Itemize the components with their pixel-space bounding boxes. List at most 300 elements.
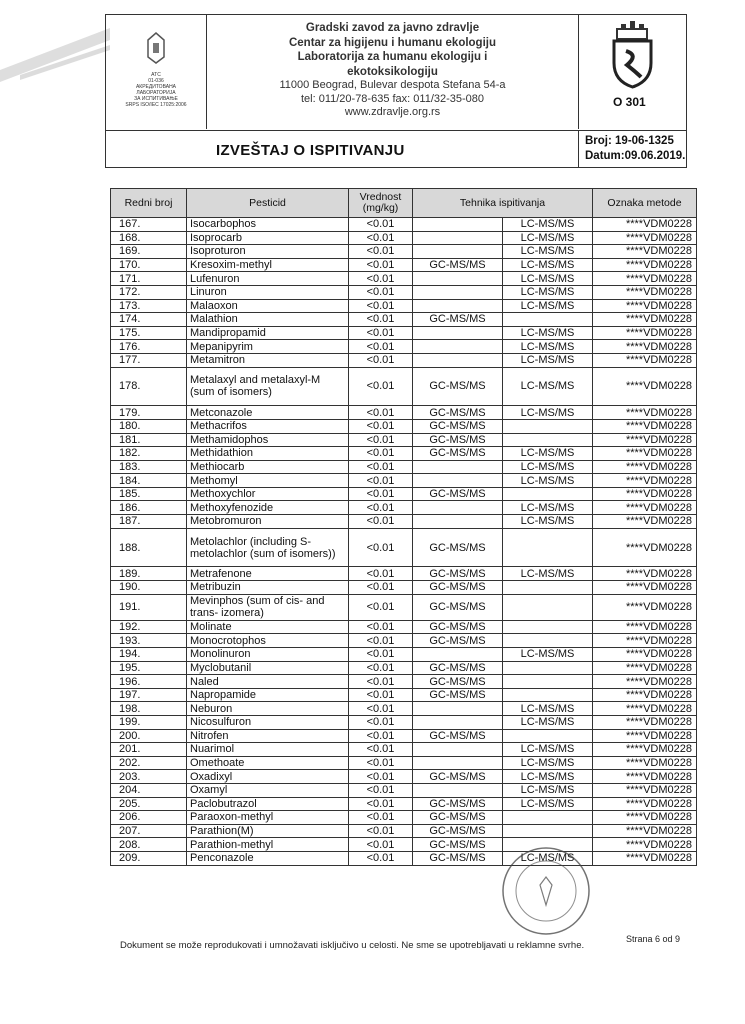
accreditation-text xyxy=(106,72,206,108)
gc-technique xyxy=(413,515,503,529)
lc-technique: LC-MS/MS xyxy=(503,245,593,259)
method-code: ****VDM0228 xyxy=(593,594,697,620)
lc-technique xyxy=(503,594,593,620)
lc-technique: LC-MS/MS xyxy=(503,743,593,757)
pesticide-name: Nicosulfuron xyxy=(187,716,349,730)
lc-technique xyxy=(503,824,593,838)
lc-technique xyxy=(503,688,593,702)
gc-technique xyxy=(413,460,503,474)
value: <0.01 xyxy=(349,245,413,259)
pesticide-name: Methacrifos xyxy=(187,419,349,433)
accreditation-line: ЗА ИСПИТИВАЊЕ xyxy=(134,96,178,102)
table-row xyxy=(111,838,697,852)
method-code: ****VDM0228 xyxy=(593,634,697,648)
row-number: 199. xyxy=(111,716,187,730)
row-number: 190. xyxy=(111,581,187,595)
pesticide-name: Paclobutrazol xyxy=(187,797,349,811)
pesticide-name: Kresoxim-methyl xyxy=(187,258,349,272)
table-row xyxy=(111,326,697,340)
table-row xyxy=(111,353,697,367)
pesticide-name: Metconazole xyxy=(187,406,349,420)
table-row xyxy=(111,272,697,286)
row-number: 192. xyxy=(111,620,187,634)
table-row xyxy=(111,620,697,634)
row-number: 180. xyxy=(111,419,187,433)
report-header xyxy=(105,14,687,168)
row-number: 186. xyxy=(111,501,187,515)
table-row xyxy=(111,258,697,272)
method-code: ****VDM0228 xyxy=(593,824,697,838)
col-pesticid: Pesticid xyxy=(187,189,349,218)
address-line: 11000 Beograd, Bulevar despota Stefana 54-a xyxy=(279,79,506,91)
table-row xyxy=(111,729,697,743)
method-code: ****VDM0228 xyxy=(593,581,697,595)
pesticide-name: Oxamyl xyxy=(187,783,349,797)
lc-technique xyxy=(503,419,593,433)
lc-technique: LC-MS/MS xyxy=(503,447,593,461)
method-code: ****VDM0228 xyxy=(593,353,697,367)
table-row xyxy=(111,567,697,581)
value: <0.01 xyxy=(349,528,413,567)
pesticide-name: Monolinuron xyxy=(187,648,349,662)
value: <0.01 xyxy=(349,634,413,648)
row-number: 173. xyxy=(111,299,187,313)
value: <0.01 xyxy=(349,515,413,529)
row-number: 175. xyxy=(111,326,187,340)
gc-technique: GC-MS/MS xyxy=(413,419,503,433)
table-row xyxy=(111,770,697,784)
value: <0.01 xyxy=(349,702,413,716)
value: <0.01 xyxy=(349,620,413,634)
gc-technique: GC-MS/MS xyxy=(413,567,503,581)
table-row xyxy=(111,716,697,730)
value: <0.01 xyxy=(349,419,413,433)
value: <0.01 xyxy=(349,756,413,770)
row-number: 185. xyxy=(111,487,187,501)
table-row xyxy=(111,501,697,515)
gc-technique xyxy=(413,702,503,716)
row-number: 206. xyxy=(111,811,187,825)
method-code: ****VDM0228 xyxy=(593,688,697,702)
gc-technique xyxy=(413,326,503,340)
lc-technique: LC-MS/MS xyxy=(503,851,593,865)
row-number: 188. xyxy=(111,528,187,567)
pesticide-name: Methamidophos xyxy=(187,433,349,447)
table-row xyxy=(111,245,697,259)
table-row xyxy=(111,811,697,825)
lc-technique: LC-MS/MS xyxy=(503,756,593,770)
table-row xyxy=(111,231,697,245)
pesticide-name: Paraoxon-methyl xyxy=(187,811,349,825)
method-code: ****VDM0228 xyxy=(593,716,697,730)
row-number: 201. xyxy=(111,743,187,757)
pesticide-name: Isocarbophos xyxy=(187,218,349,232)
lc-technique xyxy=(503,487,593,501)
gc-technique: GC-MS/MS xyxy=(413,620,503,634)
gc-technique: GC-MS/MS xyxy=(413,258,503,272)
pesticide-name: Lufenuron xyxy=(187,272,349,286)
method-code: ****VDM0228 xyxy=(593,299,697,313)
col-vrednost: Vrednost (mg/kg) xyxy=(349,189,413,218)
gc-technique: GC-MS/MS xyxy=(413,675,503,689)
institute-line: Laboratorija za humanu ekologiju i xyxy=(297,51,488,63)
pesticide-name: Napropamide xyxy=(187,688,349,702)
method-code: ****VDM0228 xyxy=(593,460,697,474)
table-row xyxy=(111,406,697,420)
method-code: ****VDM0228 xyxy=(593,501,697,515)
row-number: 189. xyxy=(111,567,187,581)
accreditation-line: ЛАБОРАТОРИЈА xyxy=(136,90,176,96)
gc-technique: GC-MS/MS xyxy=(413,838,503,852)
value: <0.01 xyxy=(349,675,413,689)
table-row xyxy=(111,594,697,620)
col-tehnika: Tehnika ispitivanja xyxy=(413,189,593,218)
row-number: 178. xyxy=(111,367,187,406)
method-code: ****VDM0228 xyxy=(593,675,697,689)
table-row xyxy=(111,824,697,838)
pesticide-name: Malathion xyxy=(187,313,349,327)
row-number: 182. xyxy=(111,447,187,461)
value: <0.01 xyxy=(349,811,413,825)
gc-technique: GC-MS/MS xyxy=(413,729,503,743)
row-number: 167. xyxy=(111,218,187,232)
pesticide-name: Molinate xyxy=(187,620,349,634)
gc-technique xyxy=(413,285,503,299)
table-row xyxy=(111,340,697,354)
lc-technique: LC-MS/MS xyxy=(503,340,593,354)
report-number: Broj: 19-06-1325 xyxy=(585,135,674,147)
lc-technique: LC-MS/MS xyxy=(503,299,593,313)
row-number: 200. xyxy=(111,729,187,743)
method-code: ****VDM0228 xyxy=(593,797,697,811)
row-number: 197. xyxy=(111,688,187,702)
gc-technique: GC-MS/MS xyxy=(413,581,503,595)
table-row xyxy=(111,299,697,313)
gc-technique: GC-MS/MS xyxy=(413,770,503,784)
table-row xyxy=(111,474,697,488)
value: <0.01 xyxy=(349,688,413,702)
pesticide-name: Isoprocarb xyxy=(187,231,349,245)
row-number: 191. xyxy=(111,594,187,620)
row-number: 205. xyxy=(111,797,187,811)
lc-technique: LC-MS/MS xyxy=(503,797,593,811)
gc-technique: GC-MS/MS xyxy=(413,824,503,838)
lc-technique xyxy=(503,729,593,743)
lc-technique: LC-MS/MS xyxy=(503,702,593,716)
lc-technique: LC-MS/MS xyxy=(503,474,593,488)
pesticide-name: Metalaxyl and metalaxyl-M (sum of isomers) xyxy=(187,367,349,406)
pesticide-name: Metolachlor (including S-metolachlor (sum of isomers)) xyxy=(187,528,349,567)
pesticide-name: Malaoxon xyxy=(187,299,349,313)
table-row xyxy=(111,743,697,757)
gc-technique xyxy=(413,353,503,367)
row-number: 208. xyxy=(111,838,187,852)
accreditation-line: SRPS ISO/IEC 17025:2006 xyxy=(125,102,187,108)
value: <0.01 xyxy=(349,824,413,838)
accreditation-line: АКРЕДИТОВАНА xyxy=(135,84,177,90)
table-row xyxy=(111,648,697,662)
col-oznaka: Oznaka metode xyxy=(593,189,697,218)
gc-technique xyxy=(413,299,503,313)
gc-technique: GC-MS/MS xyxy=(413,447,503,461)
row-number: 181. xyxy=(111,433,187,447)
table-row xyxy=(111,447,697,461)
value: <0.01 xyxy=(349,567,413,581)
website-link[interactable]: www.zdravlje.org.rs xyxy=(344,106,441,118)
method-code: ****VDM0228 xyxy=(593,419,697,433)
accreditation-logo xyxy=(106,15,207,129)
table-row xyxy=(111,688,697,702)
institute-line: Centar za higijenu i humanu ekologiju xyxy=(288,36,497,49)
method-code: ****VDM0228 xyxy=(593,340,697,354)
pesticide-name: Naled xyxy=(187,675,349,689)
table-body xyxy=(111,218,697,866)
pesticide-name: Parathion(M) xyxy=(187,824,349,838)
lc-technique: LC-MS/MS xyxy=(503,272,593,286)
gc-technique: GC-MS/MS xyxy=(413,313,503,327)
lc-technique xyxy=(503,433,593,447)
gc-technique: GC-MS/MS xyxy=(413,406,503,420)
method-code: ****VDM0228 xyxy=(593,258,697,272)
table-row xyxy=(111,487,697,501)
city-crest-icon xyxy=(579,15,686,95)
table-row xyxy=(111,218,697,232)
institute-block xyxy=(207,15,579,129)
institute-line: Gradski zavod za javno zdravlje xyxy=(305,22,480,34)
table-row xyxy=(111,797,697,811)
pesticide-name: Parathion-methyl xyxy=(187,838,349,852)
method-code: ****VDM0228 xyxy=(593,218,697,232)
table-row xyxy=(111,851,697,865)
gc-technique: GC-MS/MS xyxy=(413,851,503,865)
row-number: 196. xyxy=(111,675,187,689)
pesticide-name: Methiocarb xyxy=(187,460,349,474)
report-title: IZVEŠTAJ O ISPITIVANJU xyxy=(216,142,405,159)
value: <0.01 xyxy=(349,770,413,784)
lc-technique: LC-MS/MS xyxy=(503,515,593,529)
value: <0.01 xyxy=(349,353,413,367)
method-code: ****VDM0228 xyxy=(593,313,697,327)
row-number: 172. xyxy=(111,285,187,299)
lc-technique xyxy=(503,581,593,595)
gc-technique: GC-MS/MS xyxy=(413,634,503,648)
row-number: 169. xyxy=(111,245,187,259)
lc-technique xyxy=(503,661,593,675)
pesticide-table xyxy=(110,188,697,866)
lc-technique: LC-MS/MS xyxy=(503,231,593,245)
row-number: 174. xyxy=(111,313,187,327)
gc-technique: GC-MS/MS xyxy=(413,528,503,567)
gc-technique xyxy=(413,231,503,245)
pesticide-name: Isoproturon xyxy=(187,245,349,259)
gc-technique: GC-MS/MS xyxy=(413,797,503,811)
method-code: ****VDM0228 xyxy=(593,474,697,488)
value: <0.01 xyxy=(349,285,413,299)
row-number: 170. xyxy=(111,258,187,272)
institute-line: ekotoksikologiju xyxy=(347,65,438,78)
table-row xyxy=(111,783,697,797)
gc-technique xyxy=(413,272,503,286)
row-number: 193. xyxy=(111,634,187,648)
value: <0.01 xyxy=(349,474,413,488)
gc-technique: GC-MS/MS xyxy=(413,433,503,447)
lc-technique: LC-MS/MS xyxy=(503,353,593,367)
method-code: ****VDM0228 xyxy=(593,648,697,662)
table-row xyxy=(111,581,697,595)
gc-technique xyxy=(413,743,503,757)
value: <0.01 xyxy=(349,661,413,675)
lc-technique: LC-MS/MS xyxy=(503,648,593,662)
address-line: tel: 011/20-78-635 fax: 011/32-35-080 xyxy=(300,92,485,105)
pesticide-name: Methomyl xyxy=(187,474,349,488)
row-number: 195. xyxy=(111,661,187,675)
method-code: ****VDM0228 xyxy=(593,783,697,797)
lab-code: O 301 xyxy=(613,95,646,109)
value: <0.01 xyxy=(349,258,413,272)
method-code: ****VDM0228 xyxy=(593,756,697,770)
method-code: ****VDM0228 xyxy=(593,515,697,529)
table-row xyxy=(111,661,697,675)
value: <0.01 xyxy=(349,501,413,515)
value: <0.01 xyxy=(349,743,413,757)
method-code: ****VDM0228 xyxy=(593,433,697,447)
value: <0.01 xyxy=(349,406,413,420)
row-number: 203. xyxy=(111,770,187,784)
row-number: 204. xyxy=(111,783,187,797)
pesticide-name: Oxadixyl xyxy=(187,770,349,784)
lc-technique xyxy=(503,634,593,648)
pesticide-name: Monocrotophos xyxy=(187,634,349,648)
gc-technique xyxy=(413,218,503,232)
value: <0.01 xyxy=(349,594,413,620)
method-code: ****VDM0228 xyxy=(593,447,697,461)
method-code: ****VDM0228 xyxy=(593,528,697,567)
table-row xyxy=(111,367,697,406)
row-number: 177. xyxy=(111,353,187,367)
method-code: ****VDM0228 xyxy=(593,272,697,286)
method-code: ****VDM0228 xyxy=(593,326,697,340)
row-number: 183. xyxy=(111,460,187,474)
pesticide-name: Mepanipyrim xyxy=(187,340,349,354)
gc-technique xyxy=(413,783,503,797)
value: <0.01 xyxy=(349,581,413,595)
gc-technique: GC-MS/MS xyxy=(413,367,503,406)
method-code: ****VDM0228 xyxy=(593,811,697,825)
row-number: 198. xyxy=(111,702,187,716)
method-code: ****VDM0228 xyxy=(593,285,697,299)
accreditation-line: 01-036 xyxy=(148,78,164,84)
gc-technique xyxy=(413,756,503,770)
lc-technique: LC-MS/MS xyxy=(503,285,593,299)
gc-technique xyxy=(413,340,503,354)
method-code: ****VDM0228 xyxy=(593,702,697,716)
row-number: 194. xyxy=(111,648,187,662)
row-number: 202. xyxy=(111,756,187,770)
value: <0.01 xyxy=(349,783,413,797)
table-header-row xyxy=(111,189,697,218)
pesticide-name: Penconazole xyxy=(187,851,349,865)
value: <0.01 xyxy=(349,729,413,743)
gc-technique xyxy=(413,648,503,662)
gc-technique: GC-MS/MS xyxy=(413,688,503,702)
method-code: ****VDM0228 xyxy=(593,770,697,784)
footer-note: Dokument se može reprodukovati i umnožavati isključivo u celosti. Ne sme se upotrebljavati u reklamne svrhe. xyxy=(120,940,585,951)
table-row xyxy=(111,285,697,299)
method-code: ****VDM0228 xyxy=(593,729,697,743)
lc-technique: LC-MS/MS xyxy=(503,218,593,232)
lc-technique: LC-MS/MS xyxy=(503,326,593,340)
pesticide-name: Linuron xyxy=(187,285,349,299)
method-code: ****VDM0228 xyxy=(593,838,697,852)
table-row xyxy=(111,675,697,689)
row-number: 184. xyxy=(111,474,187,488)
table-row xyxy=(111,528,697,567)
value: <0.01 xyxy=(349,487,413,501)
method-code: ****VDM0228 xyxy=(593,487,697,501)
pesticide-name: Methoxyfenozide xyxy=(187,501,349,515)
value: <0.01 xyxy=(349,716,413,730)
gc-technique: GC-MS/MS xyxy=(413,487,503,501)
value: <0.01 xyxy=(349,447,413,461)
gc-technique: GC-MS/MS xyxy=(413,811,503,825)
table-row xyxy=(111,634,697,648)
table-row xyxy=(111,313,697,327)
method-code: ****VDM0228 xyxy=(593,567,697,581)
institute-logo xyxy=(579,15,686,129)
value: <0.01 xyxy=(349,433,413,447)
row-number: 207. xyxy=(111,824,187,838)
report-number-cell xyxy=(579,130,686,168)
pesticide-name: Nuarimol xyxy=(187,743,349,757)
accreditation-line: ATC xyxy=(151,72,161,78)
value: <0.01 xyxy=(349,851,413,865)
gc-technique xyxy=(413,245,503,259)
pesticide-name: Nitrofen xyxy=(187,729,349,743)
col-redni-broj: Redni broj xyxy=(111,189,187,218)
lc-technique: LC-MS/MS xyxy=(503,367,593,406)
lc-technique: LC-MS/MS xyxy=(503,716,593,730)
scan-smudge xyxy=(0,0,110,90)
method-code: ****VDM0228 xyxy=(593,231,697,245)
page-number: Strana 6 od 9 xyxy=(626,934,681,944)
pesticide-name: Methidathion xyxy=(187,447,349,461)
table-row xyxy=(111,756,697,770)
value: <0.01 xyxy=(349,218,413,232)
pesticide-name: Methoxychlor xyxy=(187,487,349,501)
value: <0.01 xyxy=(349,460,413,474)
pesticide-name: Metribuzin xyxy=(187,581,349,595)
table-row xyxy=(111,460,697,474)
lc-technique xyxy=(503,313,593,327)
lc-technique xyxy=(503,528,593,567)
row-number: 171. xyxy=(111,272,187,286)
lc-technique: LC-MS/MS xyxy=(503,258,593,272)
value: <0.01 xyxy=(349,231,413,245)
lc-technique: LC-MS/MS xyxy=(503,406,593,420)
official-stamp xyxy=(500,845,592,937)
pesticide-name: Myclobutanil xyxy=(187,661,349,675)
value: <0.01 xyxy=(349,326,413,340)
pesticide-name: Neburon xyxy=(187,702,349,716)
gc-technique xyxy=(413,501,503,515)
value: <0.01 xyxy=(349,340,413,354)
report-date: Datum:09.06.2019. xyxy=(585,150,686,162)
row-number: 179. xyxy=(111,406,187,420)
row-number: 176. xyxy=(111,340,187,354)
method-code: ****VDM0228 xyxy=(593,743,697,757)
ats-logo-icon xyxy=(106,15,206,75)
table-row xyxy=(111,515,697,529)
